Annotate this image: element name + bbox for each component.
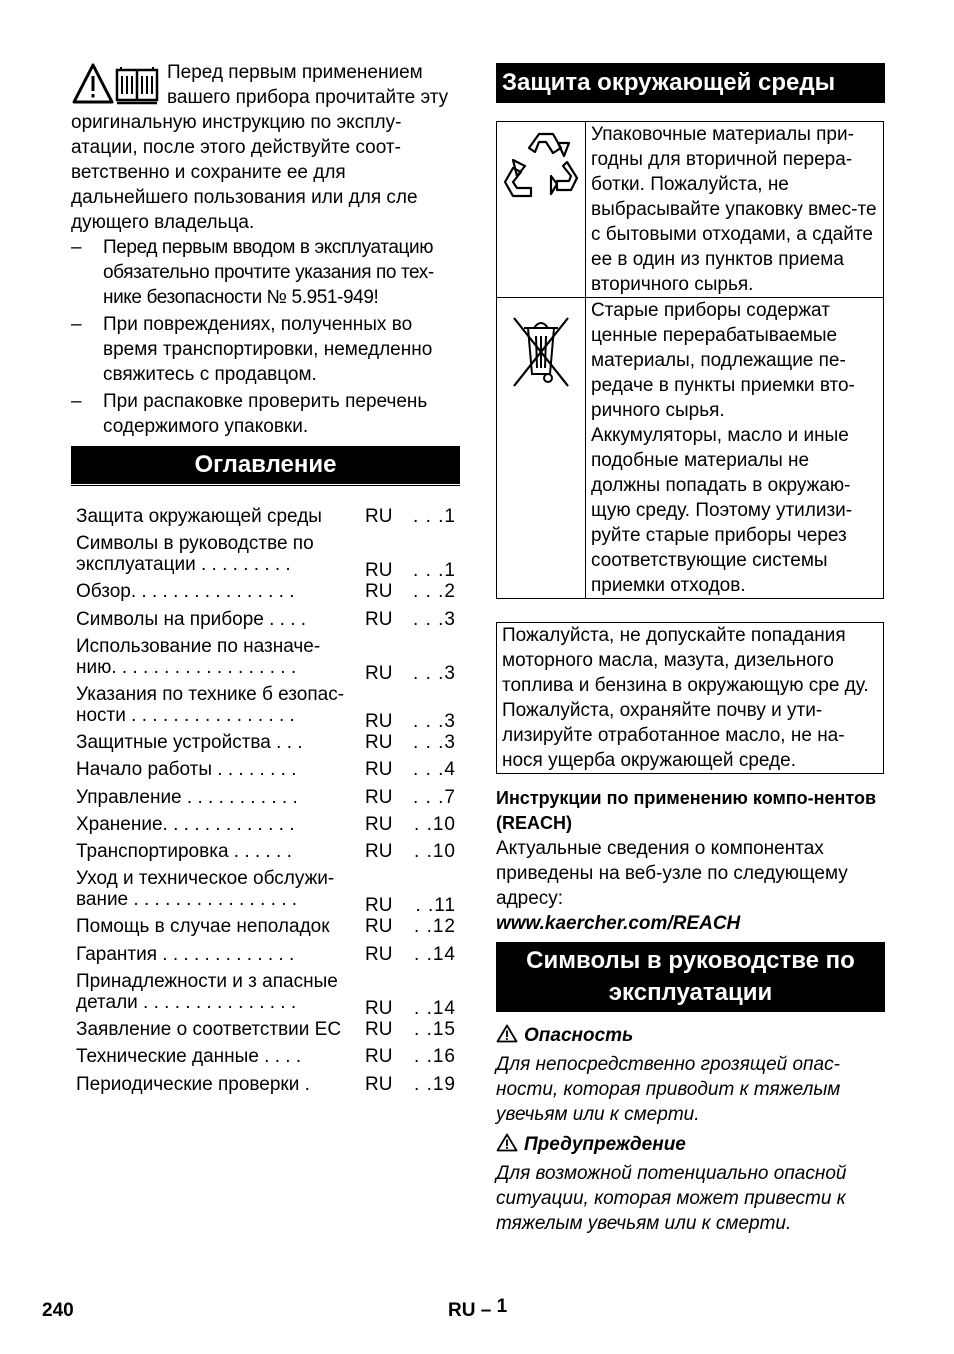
toc-page: . . .7: [413, 786, 456, 808]
toc-title-line: Обзор. . . . . . . . . . . . . . . .: [76, 581, 295, 603]
reach-url[interactable]: www.kaercher.com/REACH: [496, 913, 741, 934]
page-footer-label: [448, 1296, 508, 1322]
toc-row[interactable]: [76, 868, 460, 917]
toc-title-line: вание . . . . . . . . . . . . . . . .: [76, 889, 298, 911]
toc-title-line: Указания по технике б езопас-: [76, 683, 345, 705]
warning-triangle-icon: [496, 1133, 518, 1152]
toc-lang: RU: [365, 813, 393, 835]
toc-row[interactable]: [76, 759, 460, 780]
toc-title-line: Транспортировка . . . . . .: [76, 841, 292, 863]
symbols-heading: Символы в руководстве по эксплуатации: [496, 942, 885, 1012]
toc-title-line: Защитные устройства . . .: [76, 731, 303, 753]
toc-title: [76, 814, 364, 835]
toc-title-line: Помощь в случае неполадок: [76, 916, 330, 938]
toc-row[interactable]: [76, 916, 460, 937]
toc-page: . .14: [414, 943, 456, 965]
toc-lang: RU: [365, 581, 393, 603]
list-item: – При распаковке проверить перечень содержимого упаковки.: [71, 389, 460, 439]
toc-page: . . .1: [413, 506, 456, 527]
toc-page: . . .1: [413, 560, 456, 582]
toc-title: [76, 581, 364, 602]
toc-lang: RU: [365, 895, 393, 917]
toc-page: . . .3: [413, 731, 456, 753]
toc-title-line: Управление . . . . . . . . . . .: [76, 786, 298, 808]
toc-row[interactable]: [76, 1019, 460, 1040]
crossed-bin-icon: [506, 312, 576, 394]
toc-row[interactable]: [76, 581, 460, 602]
toc-row[interactable]: [76, 506, 460, 527]
toc-page: . .10: [414, 813, 456, 835]
toc-page: . .15: [414, 1019, 456, 1040]
warning-triangle-icon: [496, 1024, 518, 1043]
toc-lang: RU: [365, 1073, 393, 1095]
footer-page: 1: [496, 1296, 508, 1317]
danger-title: Опасность: [524, 1025, 634, 1046]
toc-page: . . .3: [413, 710, 456, 732]
toc-title: [76, 506, 364, 527]
toc-heading: Оглавление: [71, 446, 460, 484]
toc-title: [76, 841, 364, 862]
toc-title-line: Символы на приборе . . . .: [76, 608, 307, 630]
toc-title: [76, 916, 364, 937]
table-of-contents: [71, 485, 460, 1107]
toc-title: [76, 609, 364, 630]
toc-title-line: Технические данные . . . .: [76, 1046, 302, 1068]
toc-lang: RU: [365, 662, 393, 684]
reach-section: [496, 786, 885, 936]
toc-title-line: нию. . . . . . . . . . . . . . . . . .: [76, 656, 297, 678]
recycle-icon: [501, 126, 581, 226]
env-table: [496, 121, 884, 599]
toc-title: [76, 1019, 364, 1040]
intro-text: Перед первым применением вашего прибора прочитайте эту оригинальную инструкцию по эксплу-атации, после этого действуйте соот-ветственно и сохраните ее для дальнейшего пользования или для сле дующего владельца.: [71, 62, 449, 233]
footer-dash: –: [480, 1300, 492, 1321]
toc-lang: RU: [365, 1046, 393, 1068]
toc-title: [76, 868, 364, 910]
toc-row[interactable]: [76, 1046, 460, 1067]
footer-section: RU: [448, 1300, 476, 1321]
toc-row[interactable]: [76, 684, 460, 730]
toc-title-line: Хранение. . . . . . . . . . . . .: [76, 813, 295, 835]
intro-bullets: [71, 235, 460, 439]
toc-title-line: Уход и техническое обслужи-: [76, 868, 335, 890]
toc-row[interactable]: [76, 1074, 460, 1095]
danger-block: [496, 1023, 885, 1127]
toc-page: . .11: [415, 895, 456, 917]
toc-page: . . .3: [413, 608, 456, 630]
recycle-text: Упаковочные материалы при-годны для вторичной перера-ботки. Пожалуйста, не выбрасывайте упаковку вмес-те с бытовыми отходами, а сдайте ее в один из пунктов приема вторичного сырья.: [586, 122, 884, 298]
toc-title: [76, 1046, 364, 1067]
toc-title-line: Начало работы . . . . . . . .: [76, 759, 297, 781]
toc-row[interactable]: [76, 732, 460, 753]
toc-title-line: детали . . . . . . . . . . . . . . .: [76, 992, 297, 1013]
weee-cell: [497, 298, 586, 599]
toc-row[interactable]: [76, 971, 460, 1017]
toc-title: [76, 971, 364, 1013]
env-heading: Защита окружающей среды: [496, 63, 885, 103]
toc-title: [76, 1074, 364, 1095]
toc-lang: RU: [365, 731, 393, 753]
toc-lang: RU: [365, 710, 393, 732]
toc-row[interactable]: [76, 533, 460, 582]
toc-lang: RU: [365, 1019, 393, 1040]
warning-block: [496, 1132, 885, 1236]
toc-title-line: Заявление о соответствии ЕС: [76, 1019, 342, 1040]
page-number: 240: [42, 1300, 74, 1321]
toc-row[interactable]: [76, 609, 460, 630]
list-item: – Перед первым вводом в эксплуатацию обязательно прочтите указания по тех-нике безопасности № 5.951-949!: [71, 235, 460, 310]
recycle-cell: [497, 122, 586, 298]
toc-page: . .16: [414, 1046, 456, 1068]
toc-page: . .12: [414, 916, 456, 938]
toc-row[interactable]: [76, 944, 460, 965]
reach-text: Актуальные сведения о компонентах приведены на веб-узле по следующему адресу:: [496, 838, 848, 909]
toc-page: . .14: [414, 998, 456, 1019]
toc-lang: RU: [365, 608, 393, 630]
toc-title: [76, 636, 364, 678]
toc-lang: RU: [365, 998, 393, 1019]
toc-lang: RU: [365, 560, 393, 582]
toc-lang: RU: [365, 841, 393, 863]
toc-title-line: Периодические проверки .: [76, 1073, 310, 1095]
toc-title: [76, 732, 364, 753]
toc-title: [76, 787, 364, 808]
toc-title: [76, 759, 364, 780]
toc-row[interactable]: [76, 841, 460, 862]
warning-text: Для возможной потенциально опасной ситуации, которая может привести к тяжелым увечьям или к смерти.: [496, 1163, 847, 1234]
weee-text-1: Старые приборы содержат ценные перерабатываемые материалы, подлежащие пе-редаче в пункты приемки вто-ричного сырья.: [591, 300, 855, 421]
list-item: – При повреждениях, полученных во время транспортировки, немедленно свяжитесь с продавцом.: [71, 312, 460, 387]
toc-title-line: Символы в руководстве по: [76, 533, 314, 555]
toc-page: . .10: [414, 841, 456, 863]
toc-title-line: Гарантия . . . . . . . . . . . . .: [76, 943, 295, 965]
toc-title: [76, 533, 364, 575]
reach-title: Инструкции по применению компо-нентов (REACH): [496, 788, 877, 833]
toc-lang: RU: [365, 786, 393, 808]
warning-title: Предупреждение: [524, 1134, 686, 1155]
toc-lang: RU: [365, 759, 393, 781]
toc-page: . . .2: [413, 581, 456, 603]
toc-title-line: эксплуатации . . . . . . . . .: [76, 554, 291, 576]
toc-title: [76, 944, 364, 965]
weee-text: [586, 298, 884, 599]
toc-row[interactable]: [76, 814, 460, 835]
toc-lang: RU: [365, 943, 393, 965]
danger-text: Для непосредственно грозящей опас-ности, которая приводит к тяжелым увечьям или к смерти.: [496, 1054, 841, 1125]
toc-lang: RU: [365, 506, 393, 527]
intro-paragraph: [71, 60, 460, 235]
toc-title-line: Принадлежности и з апасные: [76, 971, 338, 992]
toc-lang: RU: [365, 916, 393, 938]
toc-title: [76, 684, 364, 726]
weee-text-2: Аккумуляторы, масло и иные подобные материалы не должны попадать в окружаю-щую среду. Поэтому утилизи-руйте старые приборы через соответствующие системы приемки отходов.: [591, 425, 853, 596]
toc-row[interactable]: [76, 636, 460, 682]
toc-page: . .19: [414, 1073, 456, 1095]
oil-notice: Пожалуйста, не допускайте попадания моторного масла, мазута, дизельного топлива и бензина в окружающую сре ду. Пожалуйста, охраняйте почву и ути-лизируйте отработанное масло, не на-нося ущерба окружающей среде.: [496, 622, 884, 774]
toc-page: . . .4: [413, 759, 456, 781]
toc-title-line: ности . . . . . . . . . . . . . . . .: [76, 704, 295, 726]
toc-row[interactable]: [76, 787, 460, 808]
toc-title-line: Защита окружающей среды: [76, 506, 322, 527]
toc-page: . . .3: [413, 662, 456, 684]
toc-title-line: Использование по назначе-: [76, 635, 321, 657]
warning-read-manual-icon: [71, 62, 163, 108]
